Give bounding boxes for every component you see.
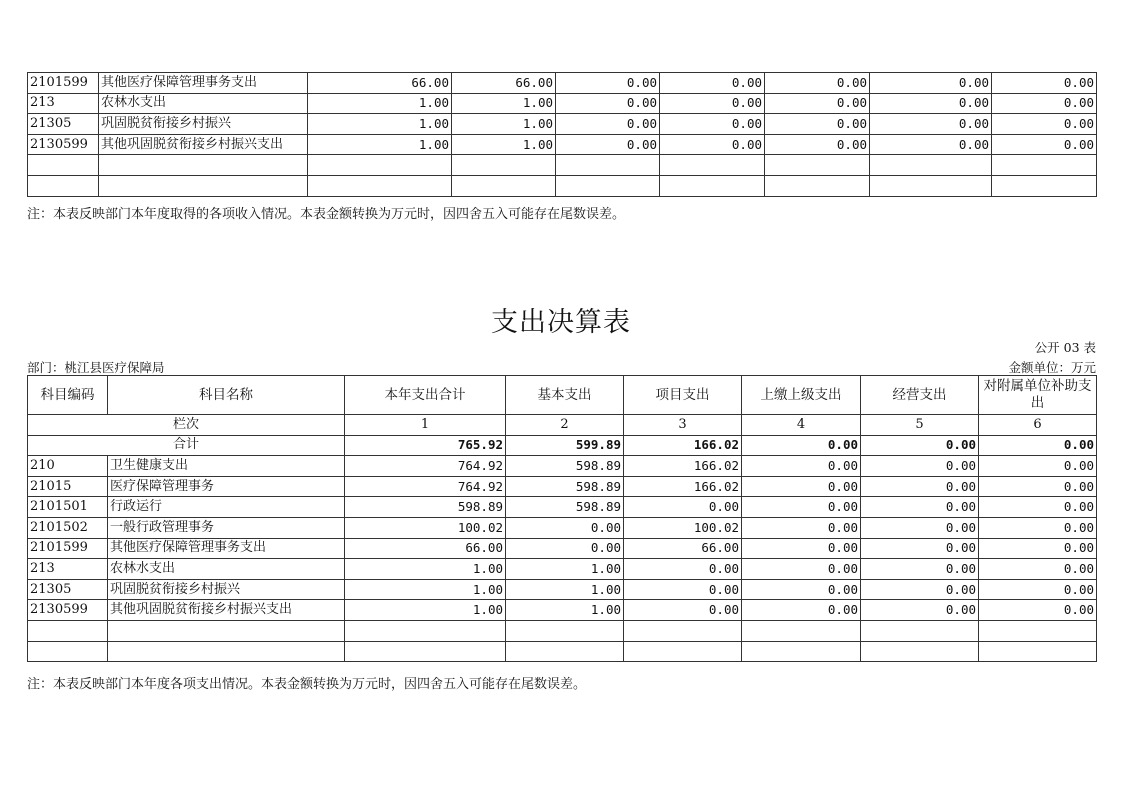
table-row — [28, 134, 1097, 155]
amount-cell: 0.00 — [979, 476, 1097, 497]
amount-cell: 0.00 — [765, 73, 870, 94]
table-row — [28, 114, 1097, 135]
amount-cell: 66.00 — [452, 73, 556, 94]
department-label: 部门：桃江县医疗保障局 — [27, 360, 165, 375]
amount-cell: 0.00 — [861, 476, 979, 497]
amount-cell: 764.92 — [345, 476, 506, 497]
total-row — [28, 435, 1097, 456]
amount-cell — [452, 155, 556, 176]
amount-cell: 0.00 — [556, 93, 660, 114]
amount-cell: 0.00 — [861, 579, 979, 600]
subject-name-cell — [99, 155, 308, 176]
amount-cell — [992, 155, 1097, 176]
amount-cell: 0.00 — [861, 538, 979, 559]
total-value: 765.92 — [345, 435, 506, 456]
table-header-row — [28, 376, 1097, 415]
table-row — [28, 456, 1097, 477]
total-label: 合计 — [28, 435, 345, 456]
amount-cell: 0.00 — [624, 559, 742, 580]
amount-cell: 66.00 — [345, 538, 506, 559]
subject-code-cell: 2101599 — [28, 538, 108, 559]
amount-cell: 1.00 — [506, 579, 624, 600]
amount-cell: 0.00 — [742, 600, 861, 621]
table-row — [28, 517, 1097, 538]
table-row — [28, 641, 1097, 662]
amount-cell: 0.00 — [742, 559, 861, 580]
amount-cell: 0.00 — [506, 538, 624, 559]
column-number: 2 — [506, 415, 624, 436]
amount-cell: 598.89 — [506, 497, 624, 518]
subject-name-cell: 其他巩固脱贫衔接乡村振兴支出 — [99, 134, 308, 155]
amount-cell: 0.00 — [556, 114, 660, 135]
amount-cell: 0.00 — [870, 114, 992, 135]
amount-cell: 0.00 — [979, 538, 1097, 559]
amount-cell: 1.00 — [506, 600, 624, 621]
amount-cell — [742, 620, 861, 641]
subject-code-cell — [28, 155, 99, 176]
amount-cell: 0.00 — [742, 456, 861, 477]
amount-cell: 0.00 — [660, 114, 765, 135]
subject-name-cell — [108, 620, 345, 641]
amount-cell: 764.92 — [345, 456, 506, 477]
subject-name-cell: 巩固脱贫衔接乡村振兴 — [99, 114, 308, 135]
amount-cell — [452, 175, 556, 196]
total-value: 0.00 — [742, 435, 861, 456]
subject-code-cell: 21015 — [28, 476, 108, 497]
subject-code-cell: 2101599 — [28, 73, 99, 94]
column-number: 4 — [742, 415, 861, 436]
subject-name-cell: 其他医疗保障管理事务支出 — [108, 538, 345, 559]
amount-cell: 0.00 — [979, 579, 1097, 600]
amount-cell: 0.00 — [742, 476, 861, 497]
amount-cell: 0.00 — [742, 497, 861, 518]
amount-cell: 0.00 — [861, 517, 979, 538]
amount-cell: 0.00 — [870, 134, 992, 155]
amount-cell: 0.00 — [861, 497, 979, 518]
amount-cell: 66.00 — [624, 538, 742, 559]
amount-cell — [861, 641, 979, 662]
amount-cell: 0.00 — [992, 114, 1097, 135]
subject-name-cell: 其他巩固脱贫衔接乡村振兴支出 — [108, 600, 345, 621]
column-label: 栏次 — [28, 415, 345, 436]
amount-cell: 598.89 — [506, 456, 624, 477]
amount-cell: 66.00 — [308, 73, 452, 94]
amount-cell — [624, 620, 742, 641]
header-basic-expense: 基本支出 — [506, 376, 624, 415]
amount-cell: 0.00 — [624, 600, 742, 621]
amount-cell — [308, 175, 452, 196]
amount-cell: 0.00 — [742, 538, 861, 559]
amount-cell — [765, 175, 870, 196]
amount-cell: 1.00 — [308, 93, 452, 114]
amount-cell: 166.02 — [624, 476, 742, 497]
amount-cell: 598.89 — [506, 476, 624, 497]
amount-cell — [506, 641, 624, 662]
subject-code-cell: 2130599 — [28, 600, 108, 621]
amount-cell: 1.00 — [308, 114, 452, 135]
table-row — [28, 579, 1097, 600]
amount-cell — [506, 620, 624, 641]
amount-cell: 0.00 — [742, 579, 861, 600]
amount-cell — [765, 155, 870, 176]
amount-cell: 1.00 — [308, 134, 452, 155]
amount-cell: 0.00 — [870, 93, 992, 114]
amount-cell: 1.00 — [506, 559, 624, 580]
expense-table-note: 注：本表反映部门本年度各项支出情况。本表金额转换为万元时，因四舍五入可能存在尾数误差。 — [27, 677, 587, 692]
subject-name-cell — [99, 175, 308, 196]
table-row — [28, 620, 1097, 641]
amount-cell — [556, 155, 660, 176]
amount-cell: 0.00 — [556, 134, 660, 155]
amount-cell — [345, 641, 506, 662]
total-value: 599.89 — [506, 435, 624, 456]
table-row — [28, 476, 1097, 497]
page-title: 支出决算表 — [491, 307, 631, 338]
amount-cell: 0.00 — [660, 93, 765, 114]
header-subject-code: 科目编码 — [28, 376, 108, 415]
header-remit-superior: 上缴上级支出 — [742, 376, 861, 415]
amount-cell — [861, 620, 979, 641]
subject-code-cell — [28, 641, 108, 662]
amount-cell: 0.00 — [992, 134, 1097, 155]
subject-code-cell: 213 — [28, 559, 108, 580]
amount-cell — [556, 175, 660, 196]
subject-code-cell: 210 — [28, 456, 108, 477]
subject-code-cell: 2130599 — [28, 134, 99, 155]
amount-cell: 0.00 — [979, 600, 1097, 621]
table-row — [28, 73, 1097, 94]
amount-cell: 0.00 — [624, 497, 742, 518]
header-project-expense: 项目支出 — [624, 376, 742, 415]
amount-cell — [660, 175, 765, 196]
subject-name-cell: 其他医疗保障管理事务支出 — [99, 73, 308, 94]
amount-cell — [660, 155, 765, 176]
amount-cell — [624, 641, 742, 662]
expense-table — [27, 375, 1097, 662]
column-number: 6 — [979, 415, 1097, 436]
income-table-continuation — [27, 72, 1097, 197]
table-row — [28, 538, 1097, 559]
table-row — [28, 155, 1097, 176]
column-number: 5 — [861, 415, 979, 436]
amount-cell: 1.00 — [345, 559, 506, 580]
amount-cell: 0.00 — [660, 134, 765, 155]
amount-cell — [992, 175, 1097, 196]
header-operating-expense: 经营支出 — [861, 376, 979, 415]
subject-name-cell: 卫生健康支出 — [108, 456, 345, 477]
amount-cell: 0.00 — [979, 497, 1097, 518]
column-number: 3 — [624, 415, 742, 436]
amount-cell — [742, 641, 861, 662]
subject-name-cell: 医疗保障管理事务 — [108, 476, 345, 497]
header-subsidy-affiliates: 对附属单位补助支出 — [979, 376, 1097, 415]
amount-cell: 0.00 — [765, 134, 870, 155]
header-subject-name: 科目名称 — [108, 376, 345, 415]
amount-cell: 0.00 — [992, 73, 1097, 94]
amount-cell: 100.02 — [624, 517, 742, 538]
column-number: 1 — [345, 415, 506, 436]
amount-cell — [345, 620, 506, 641]
table-row — [28, 93, 1097, 114]
table-row — [28, 175, 1097, 196]
table-row — [28, 497, 1097, 518]
amount-cell: 0.00 — [979, 559, 1097, 580]
total-value: 166.02 — [624, 435, 742, 456]
table-row — [28, 600, 1097, 621]
subject-code-cell: 21305 — [28, 579, 108, 600]
subject-name-cell — [108, 641, 345, 662]
amount-cell: 0.00 — [660, 73, 765, 94]
amount-cell: 0.00 — [765, 93, 870, 114]
amount-cell — [308, 155, 452, 176]
amount-cell: 0.00 — [861, 600, 979, 621]
total-value: 0.00 — [861, 435, 979, 456]
amount-cell: 0.00 — [624, 579, 742, 600]
amount-cell: 0.00 — [979, 456, 1097, 477]
amount-cell: 0.00 — [506, 517, 624, 538]
form-number: 公开 03 表 — [1034, 340, 1096, 355]
amount-cell: 598.89 — [345, 497, 506, 518]
subject-name-cell: 农林水支出 — [99, 93, 308, 114]
amount-cell — [870, 155, 992, 176]
amount-cell: 1.00 — [345, 579, 506, 600]
amount-cell: 0.00 — [979, 517, 1097, 538]
subject-code-cell — [28, 175, 99, 196]
amount-cell: 0.00 — [861, 456, 979, 477]
income-table-note: 注：本表反映部门本年度取得的各项收入情况。本表金额转换为万元时，因四舍五入可能存在尾数误差。 — [27, 207, 626, 222]
subject-name-cell: 农林水支出 — [108, 559, 345, 580]
subject-code-cell: 2101502 — [28, 517, 108, 538]
amount-cell: 100.02 — [345, 517, 506, 538]
amount-cell — [870, 175, 992, 196]
header-total-expense: 本年支出合计 — [345, 376, 506, 415]
amount-cell: 0.00 — [742, 517, 861, 538]
amount-cell: 166.02 — [624, 456, 742, 477]
subject-code-cell: 21305 — [28, 114, 99, 135]
total-value: 0.00 — [979, 435, 1097, 456]
amount-cell: 0.00 — [765, 114, 870, 135]
subject-name-cell: 一般行政管理事务 — [108, 517, 345, 538]
amount-cell — [979, 641, 1097, 662]
column-number-row — [28, 415, 1097, 436]
amount-cell: 0.00 — [556, 73, 660, 94]
amount-cell: 1.00 — [345, 600, 506, 621]
subject-code-cell — [28, 620, 108, 641]
subject-code-cell: 2101501 — [28, 497, 108, 518]
amount-unit-label: 金额单位：万元 — [1008, 360, 1096, 375]
table-row — [28, 559, 1097, 580]
amount-cell: 0.00 — [870, 73, 992, 94]
amount-cell: 1.00 — [452, 114, 556, 135]
amount-cell: 1.00 — [452, 93, 556, 114]
subject-name-cell: 行政运行 — [108, 497, 345, 518]
amount-cell — [979, 620, 1097, 641]
amount-cell: 1.00 — [452, 134, 556, 155]
amount-cell: 0.00 — [861, 559, 979, 580]
subject-name-cell: 巩固脱贫衔接乡村振兴 — [108, 579, 345, 600]
subject-code-cell: 213 — [28, 93, 99, 114]
amount-cell: 0.00 — [992, 93, 1097, 114]
